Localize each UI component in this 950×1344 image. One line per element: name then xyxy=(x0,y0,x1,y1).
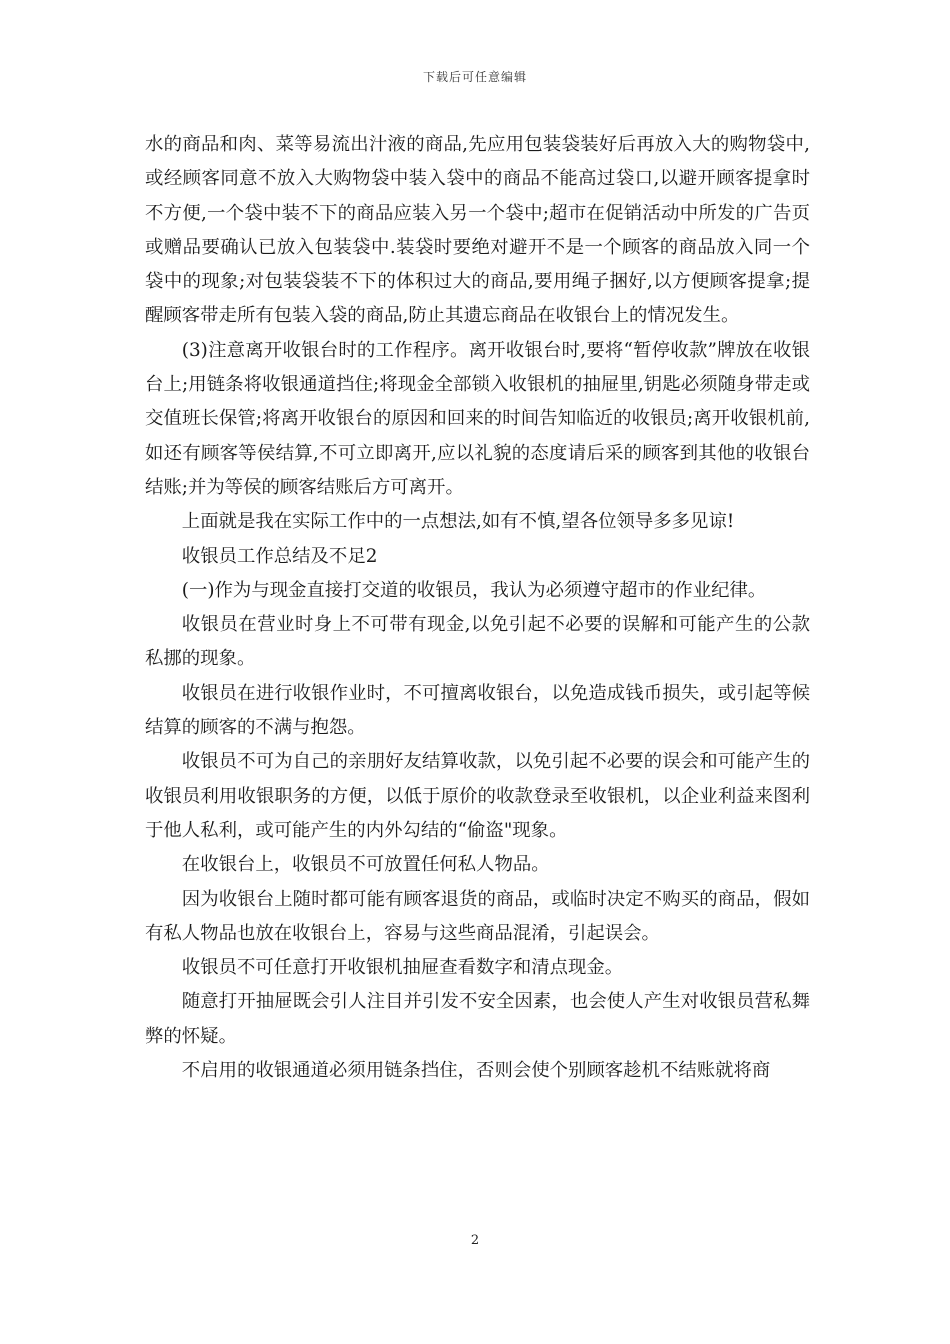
paragraph-closed-lane: 不启用的收银通道必须用链条挡住，否则会使个别顾客趁机不结账就将商 xyxy=(181,1060,771,1082)
document-body xyxy=(145,128,810,1088)
paragraph-personal-items-reason: 因为收银台上随时都可能有顾客退货的商品，或临时决定不购买的商品，假如有私人物品也放在收银台上，容易与这些商品混淆，引起误会。 xyxy=(145,888,810,944)
paragraph-no-personal-items: 在收银台上，收银员不可放置任何私人物品。 xyxy=(181,854,550,876)
paragraph-no-cash: 收银员在营业时身上不可带有现金,以免引起不必要的误解和可能产生的公款私挪的现象。 xyxy=(145,614,810,670)
section-heading: 收银员工作总结及不足2 xyxy=(181,545,378,567)
paragraph-discipline-intro: (一)作为与现金直接打交道的收银员，我认为必须遵守超市的作业纪律。 xyxy=(181,579,767,601)
paragraph-continuation: 水的商品和肉、菜等易流出汁液的商品,先应用包装袋装好后再放入大的购物袋中,或经顾客同意不放入大购物袋中装入袋中的商品不能高过袋口,以避开顾客提拿时不方便,一个袋中装不下的商品应装入另一个袋中;超市在促销活动中所发的广告页或赠品要确认已放入包装袋中.装袋时要绝对避开不是一个顾客的商品放入同一个袋中的现象;对包装袋装不下的体积过大的商品,要用绳子捆好,以方便顾客提拿;提醒顾客带走所有包装入袋的商品,防止其遗忘商品在收银台上的情况发生。 xyxy=(145,134,810,327)
paragraph-no-friends: 收银员不可为自己的亲朋好友结算收款，以免引起不必要的误会和可能产生的收银员利用收银职务的方便，以低于原价的收款登录至收银机，以企业利益来图利于他人私利，或可能产生的内外勾结的“偷盗"现象。 xyxy=(145,751,810,841)
page-header: 下载后可任意编辑 xyxy=(422,70,527,84)
paragraph-closing-remark: 上面就是我在实际工作中的一点想法,如有不慎,望各位领导多多见谅! xyxy=(181,511,735,533)
paragraph-no-leaving: 收银员在进行收银作业时，不可擅离收银台，以免造成钱币损失，或引起等候结算的顾客的不满与抱怨。 xyxy=(145,682,810,739)
paragraph-leaving-register-procedure: (3)注意离开收银台时的工作程序。离开收银台时,要将“暂停收款”牌放在收银台上;用链条将收银通道挡住;将现金全部锁入收银机的抽屉里,钥匙必须随身带走或交值班长保管;将离开收银台的原因和回来的时间告知临近的收银员;离开收银机前,如还有顾客等侯结算,不可立即离开,应以礼貌的态度请后采的顾客到其他的收银台结账;并为等侯的顾客结账后方可离开。 xyxy=(145,339,810,498)
paragraph-no-drawer: 收银员不可任意打开收银机抽屉查看数字和清点现金。 xyxy=(181,957,624,979)
page-number: 2 xyxy=(470,1233,480,1248)
paragraph-drawer-reason: 随意打开抽屉既会引人注目并引发不安全因素，也会使人产生对收银员营私舞弊的怀疑。 xyxy=(145,991,810,1047)
